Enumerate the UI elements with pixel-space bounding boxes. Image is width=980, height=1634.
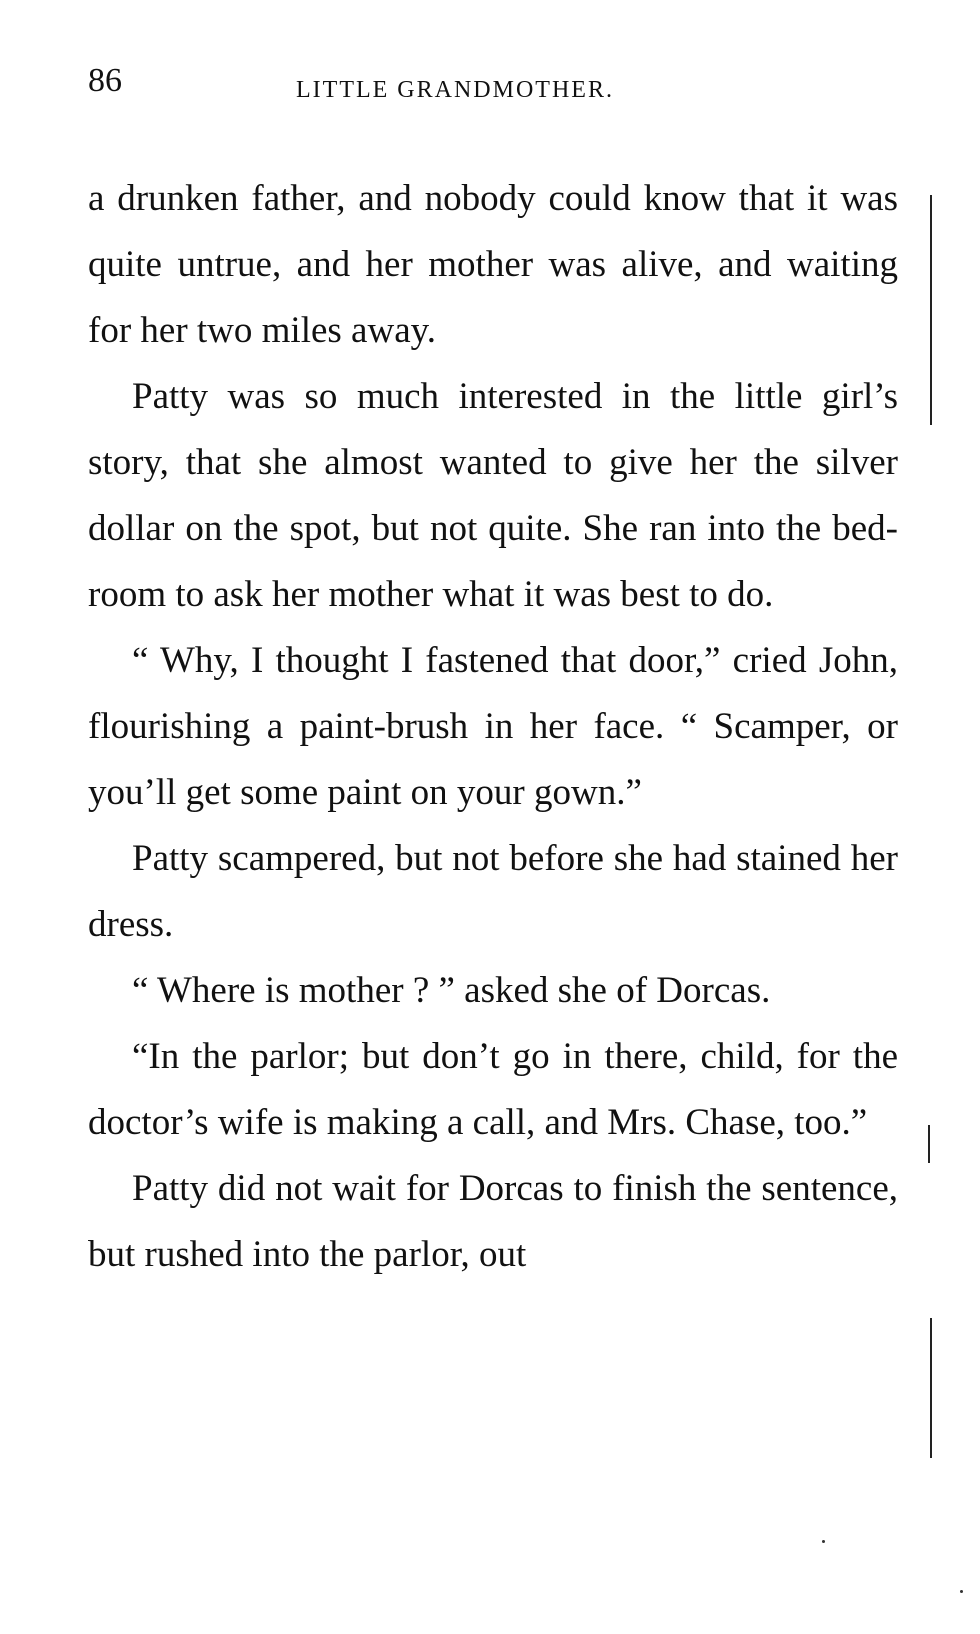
scan-edge-mark	[928, 1125, 930, 1163]
paragraph: Patty was so much interested in the little girl’s story, that she almost wanted to give her the silver dollar on the spot, but not quite. She ran into the bed-room to ask her mother what it was best to do.	[88, 376, 898, 615]
paragraph: “ Where is mother ? ” asked she of Dorcas.	[132, 970, 771, 1011]
paragraph-continuation: a drunken father, and nobody could know that it was quite untrue, and her mother was alive, and waiting for her two miles away.	[88, 178, 898, 351]
paragraph: “In the parlor; but don’t go in there, child, for the doctor’s wife is making a call, and Mrs. Chase, too.”	[88, 1036, 898, 1143]
scan-speck	[960, 1590, 963, 1593]
paragraph: Patty scampered, but not before she had stained her dress.	[88, 838, 898, 945]
scan-edge-mark	[930, 1318, 932, 1458]
scan-edge-mark	[930, 195, 932, 425]
paragraph: Patty did not wait for Dorcas to finish the sentence, but rushed into the parlor, out	[88, 1168, 898, 1275]
body-text	[88, 166, 898, 1288]
running-title: LITTLE GRANDMOTHER.	[296, 77, 614, 103]
page-number: 86	[88, 62, 122, 99]
scan-speck	[822, 1540, 825, 1543]
paragraph: “ Why, I thought I fastened that door,” cried John, flourishing a paint-brush in her face. “ Scamper, or you’ll get some paint on your gown.”	[88, 640, 898, 813]
